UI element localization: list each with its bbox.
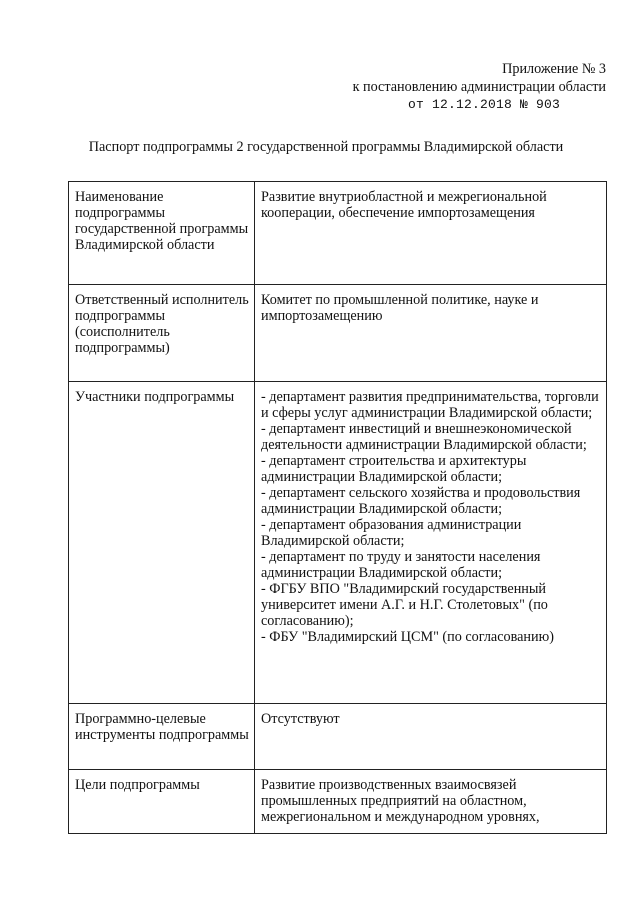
list-item: - департамент по труду и занятости населения администрации Владимирской области;: [261, 549, 541, 581]
row-label-goals: [69, 770, 255, 834]
list-item: - департамент развития предпринимательства, торговли и сферы услуг администрации Владимирской области;: [261, 389, 599, 421]
row-value-instruments: [255, 704, 607, 770]
row-value-goals: [255, 770, 607, 834]
table-cell-label: Ответственный исполнитель подпрограммы (соисполнитель подпрограммы): [75, 292, 249, 356]
table-cell-label: Участники подпрограммы: [75, 389, 235, 405]
resolution-reference: к постановлению администрации области: [352, 79, 606, 95]
document-title: Паспорт подпрограммы 2 государственной программы Владимирской области: [88, 139, 564, 155]
list-item: - департамент строительства и архитектуры администрации Владимирской области;: [261, 453, 527, 485]
table-cell-value: Отсутствуют: [261, 711, 340, 727]
resolution-date-number: от 12.12.2018 № 903: [407, 97, 560, 112]
table-row: [69, 382, 607, 704]
table-cell-value: Комитет по промышленной политике, науке и импортозамещению: [261, 292, 539, 324]
passport-table: [68, 181, 607, 834]
table-cell-label: Наименование подпрограммы государственной программы Владимирской области: [75, 189, 249, 253]
table-cell-label: Программно-целевые инструменты подпрограммы: [75, 711, 249, 743]
row-label-participants: [69, 382, 255, 704]
row-value-name: [255, 182, 607, 285]
table-row: [69, 704, 607, 770]
list-item: - департамент образования администрации Владимирской области;: [261, 517, 522, 549]
row-value-participants: [255, 382, 607, 704]
appendix-header: [353, 60, 606, 114]
table-cell-label: Цели подпрограммы: [75, 777, 200, 793]
list-item: - ФБУ "Владимирский ЦСМ" (по согласованию): [261, 629, 554, 645]
table-cell-value: Развитие внутриобластной и межрегиональной кооперации, обеспечение импортозамещения: [261, 189, 547, 221]
appendix-number: Приложение № 3: [502, 61, 606, 77]
row-label-instruments: [69, 704, 255, 770]
table-row: [69, 182, 607, 285]
list-item: - ФГБУ ВПО "Владимирский государственный университет имени А.Г. и Н.Г. Столетовых" (по согласованию);: [261, 581, 548, 629]
list-item: - департамент инвестиций и внешнеэкономической деятельности администрации Владимирской области;: [261, 421, 587, 453]
row-label-name: [69, 182, 255, 285]
row-label-responsible: [69, 285, 255, 382]
table-row: [69, 770, 607, 834]
list-item: - департамент сельского хозяйства и продовольствия администрации Владимирской области;: [261, 485, 581, 517]
row-value-responsible: [255, 285, 607, 382]
table-cell-value: Развитие производственных взаимосвязей промышленных предприятий на областном, межрегиональном и международном уровнях,: [261, 777, 540, 825]
table-row: [69, 285, 607, 382]
